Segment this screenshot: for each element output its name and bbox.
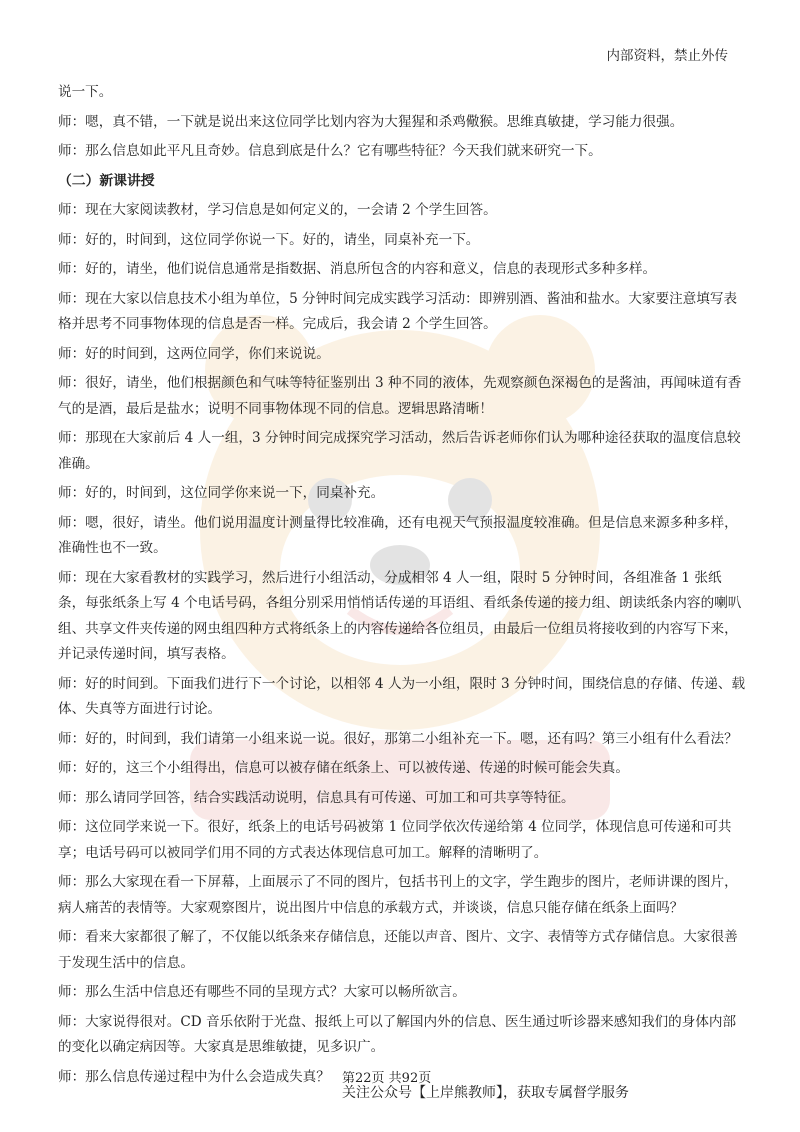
footer-promo-text: 关注公众号【上岸熊教师】，获取专属督学服务 bbox=[342, 1085, 629, 1101]
dialogue-paragraph: 说一下。 bbox=[58, 84, 113, 100]
dialogue-paragraph: 师：这位同学来说一下。很好，纸条上的电话号码被第 1 位同学依次传递给第 4 位同学，体现信息可传递和可共享；电话号码可以被同学们用不同的方式表达体现信息可加工。解释的清晰明了。 bbox=[58, 819, 732, 861]
dialogue-paragraph: 师：那么大家现在看一下屏幕，上面展示了不同的图片，包括书刊上的文字，学生跑步的图片，老师讲课的图片，病人痛苦的表情等。大家观察图片，说出图片中信息的承载方式，并谈谈，信息只能存储在纸条上面吗？ bbox=[58, 874, 738, 916]
dialogue-paragraph: 师：那么信息如此平凡且奇妙。信息到底是什么？它有哪些特征？今天我们就来研究一下。 bbox=[58, 143, 602, 159]
document-body bbox=[58, 80, 748, 1094]
page-number: 第22页 共92页 bbox=[342, 1071, 432, 1086]
dialogue-paragraph: 师：那么请同学回答，结合实践活动说明，信息具有可传递、可加工和可共享等特征。 bbox=[58, 789, 575, 806]
dialogue-paragraph: 师：好的，请坐，他们说信息通常是指数据、消息所包含的内容和意义，信息的表现形式多种多样。 bbox=[58, 261, 657, 277]
section-heading: （二）新课讲授 bbox=[58, 172, 155, 189]
dialogue-paragraph: 师：现在大家以信息技术小组为单位，5 分钟时间完成实践学习活动：即辨别酒、酱油和盐水。大家要注意填写表格并思考不同事物体现的信息是否一样。完成后，我会请 2 个学生回答。 bbox=[58, 290, 738, 332]
dialogue-paragraph: 师：大家说得很对。CD 音乐依附于光盘、报纸上可以了解国内外的信息、医生通过听诊器来感知我们的身体内部的变化以确定病因等。大家真是思维敏捷，见多识广。 bbox=[58, 1013, 737, 1055]
dialogue-paragraph: 师：好的，这三个小组得出，信息可以被存储在纸条上、可以被传递、传递的时候可能会失真。 bbox=[58, 760, 629, 776]
dialogue-paragraph: 师：好的，时间到，这位同学你来说一下，同桌补充。 bbox=[58, 485, 385, 501]
dialogue-paragraph: 师：很好，请坐，他们根据颜色和气味等特征鉴别出 3 种不同的液体，先观察颜色深褐色的是酱油，再闻味道有香气的是酒，最后是盐水；说明不同事物体现不同的信息。逻辑思路清晰！ bbox=[58, 375, 742, 417]
dialogue-paragraph: 师：那么生活中信息还有哪些不同的呈现方式？大家可以畅所欲言。 bbox=[58, 984, 466, 1000]
dialogue-paragraph: 师：现在大家阅读教材，学习信息是如何定义的，一会请 2 个学生回答。 bbox=[58, 202, 497, 218]
dialogue-paragraph: 师：那么信息传递过程中为什么会造成失真？ bbox=[58, 1068, 330, 1085]
dialogue-paragraph: 师：好的，时间到，这位同学你说一下。好的，请坐，同桌补充一下。 bbox=[58, 231, 480, 248]
dialogue-paragraph: 师：好的，时间到，我们请第一小组来说一说。很好，那第二小组补充一下。嗯，还有吗？第三小组有什么看法？ bbox=[58, 730, 738, 747]
dialogue-paragraph: 师：那现在大家前后 4 人一组，3 分钟时间完成探究学习活动，然后告诉老师你们认为哪种途径获取的温度信息较准确。 bbox=[58, 430, 741, 472]
dialogue-paragraph: 师：看来大家都很了解了，不仅能以纸条来存储信息，还能以声音、图片、文字、表情等方式存储信息。大家很善于发现生活中的信息。 bbox=[58, 929, 738, 971]
dialogue-paragraph: 师：好的时间到，这两位同学，你们来说说。 bbox=[58, 345, 330, 362]
header-confidential-note: 内部资料，禁止外传 bbox=[606, 48, 728, 64]
dialogue-paragraph: 师：嗯，很好，请坐。他们说用温度计测量得比较准确，还有电视天气预报温度较准确。但是信息来源多种多样，准确性也不一致。 bbox=[58, 514, 738, 556]
dialogue-paragraph: 师：现在大家看教材的实践学习，然后进行小组活动，分成相邻 4 人一组，限时 5 分钟时间，各组准备 1 张纸条，每张纸条上写 4 个电话号码，各组分别采用悄悄话传递的耳语组、看纸条传递的接力组、朗读纸条内容的喇叭组、共享文件夹传递的网虫组四种方式将纸条上的内容传递给各位组员，由最后一位组员将接收到的内容写下来，并记录传递时间，填写表格。 bbox=[58, 569, 742, 662]
dialogue-paragraph: 师：嗯，真不错，一下就是说出来这位同学比划内容为大猩猩和杀鸡儆猴。思维真敏捷，学习能力很强。 bbox=[58, 113, 684, 130]
dialogue-paragraph: 师：好的时间到。下面我们进行下一个讨论，以相邻 4 人为一小组，限时 3 分钟时间，围绕信息的存储、传递、载体、失真等方面进行讨论。 bbox=[58, 675, 746, 717]
